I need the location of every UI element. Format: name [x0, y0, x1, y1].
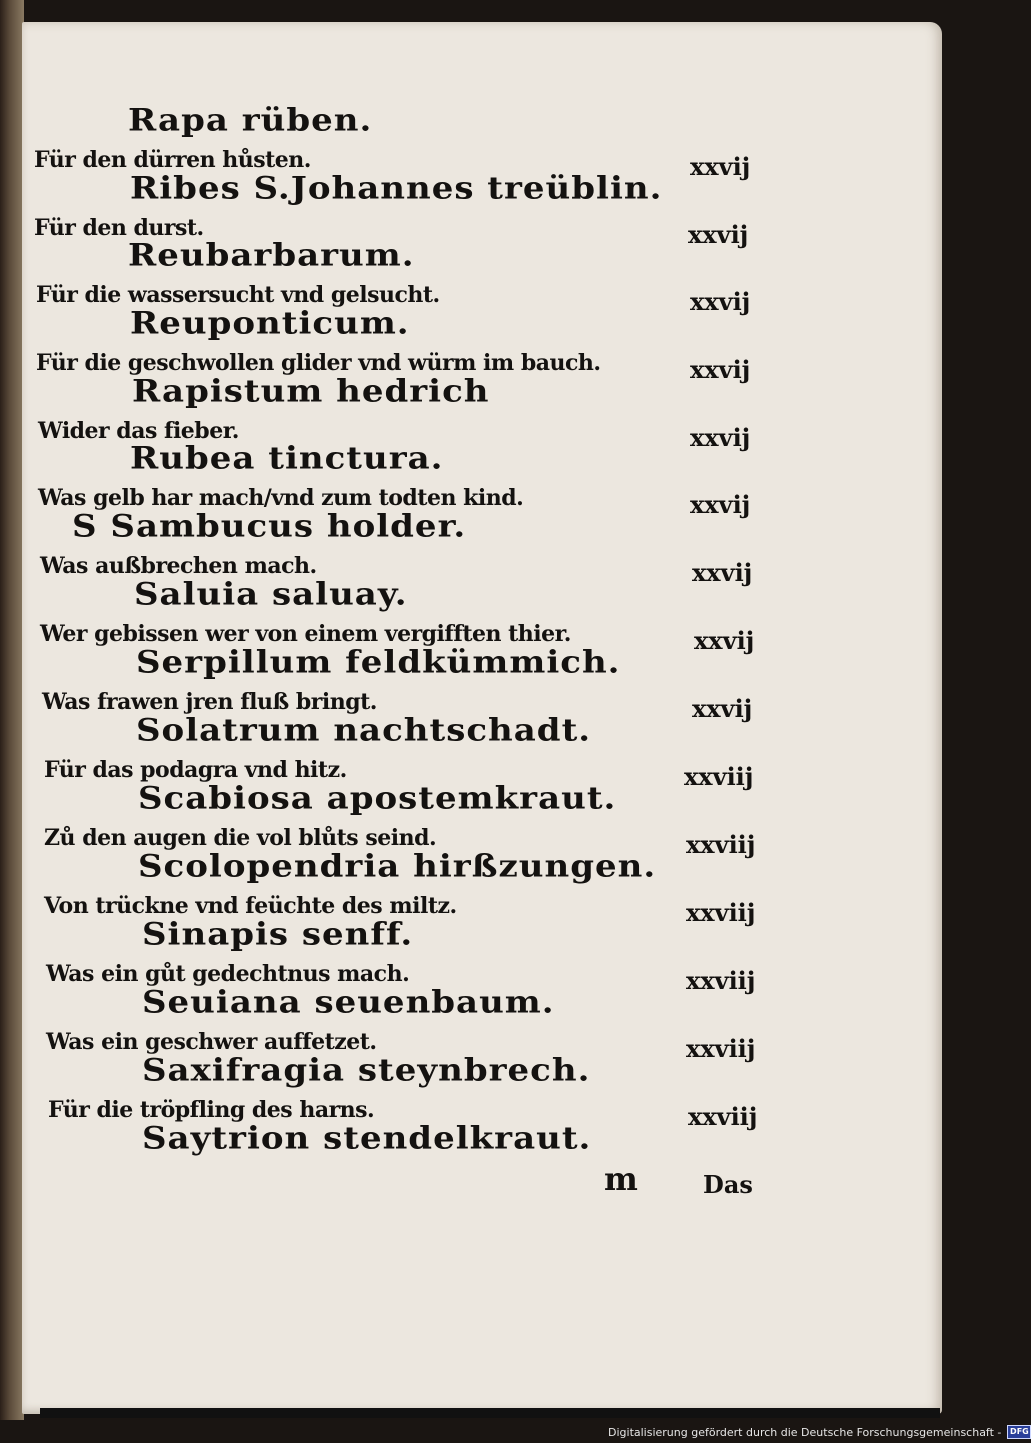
entry-heading: Seuiana seuenbaum. [142, 984, 555, 1021]
credit-text: Digitalisierung gefördert durch die Deutsche Forschungsgemeinschaft - [608, 1425, 1002, 1439]
entry-folio: xxviij [684, 762, 754, 791]
entry-folio: xxviij [686, 830, 756, 859]
entry-description: Wer gebissen wer von einem vergifften thier. [40, 621, 571, 647]
entry-description: Wider das fieber. [38, 418, 239, 444]
entry-description: Für die geschwollen glider vnd würm im bauch. [36, 350, 601, 376]
entry-folio: xxvij [688, 220, 749, 249]
entry-folio: xxvij [690, 355, 751, 384]
entry-description: Was frawen jren fluß bringt. [42, 689, 377, 715]
dfg-logo-icon: DFG [1007, 1425, 1031, 1439]
entry-heading: Ribes S.Johannes treüblin. [130, 170, 663, 207]
entry-heading: Scabiosa apostemkraut. [138, 780, 617, 817]
entry-description: Von trückne vnd feüchte des miltz. [44, 893, 457, 919]
digitization-credit [608, 1424, 1031, 1440]
entry-folio: xxvij [694, 626, 755, 655]
catchword: Das [703, 1170, 753, 1199]
entry-description: Was ein geschwer auffetzet. [46, 1029, 377, 1055]
entry-description: Was außbrechen mach. [40, 553, 317, 579]
entry-description: Für den durst. [34, 215, 204, 241]
entry-heading: Rapistum hedrich [132, 373, 490, 410]
entry-heading: Reubarbarum. [128, 237, 415, 274]
entry-heading: Saxifragia steynbrech. [142, 1052, 591, 1089]
entry-heading: Saluia saluay. [134, 576, 408, 613]
entry-description: Zů den augen die vol blůts seind. [44, 825, 437, 851]
entry-description: Was ein gůt gedechtnus mach. [46, 961, 410, 987]
entry-folio: xxviij [686, 898, 756, 927]
entry-heading: S Sambucus holder. [72, 508, 467, 545]
entry-folio: xxvij [690, 490, 751, 519]
entry-heading: Sinapis senff. [142, 916, 414, 953]
entry-description: Für den dürren hůsten. [34, 147, 311, 173]
entry-folio: xxviij [686, 966, 756, 995]
entry-folio: xxviij [686, 1034, 756, 1063]
entry-folio: xxvij [690, 287, 751, 316]
entry-description: Für das podagra vnd hitz. [44, 757, 347, 783]
entry-heading: Serpillum feldkümmich. [136, 644, 621, 681]
entry-heading: Solatrum nachtschadt. [136, 712, 592, 749]
entry-description: Was gelb har mach/vnd zum todten kind. [38, 485, 524, 511]
signature-mark: m [604, 1160, 638, 1198]
entry-folio: xxvij [692, 694, 753, 723]
entry-heading: Rapa rüben. [128, 102, 373, 139]
entry-heading: Rubea tinctura. [130, 440, 444, 477]
entry-description: Für die tröpfling des harns. [48, 1097, 375, 1123]
entry-folio: xxviij [688, 1102, 758, 1131]
entry-folio: xxvij [692, 558, 753, 587]
entry-folio: xxvij [690, 152, 751, 181]
entry-heading: Saytrion stendelkraut. [142, 1120, 592, 1157]
page-shadow [40, 1408, 940, 1418]
entry-heading: Reuponticum. [130, 305, 410, 342]
entry-description: Für die wassersucht vnd gelsucht. [36, 282, 440, 308]
entry-folio: xxvij [690, 423, 751, 452]
entry-heading: Scolopendria hirßzungen. [138, 848, 657, 885]
